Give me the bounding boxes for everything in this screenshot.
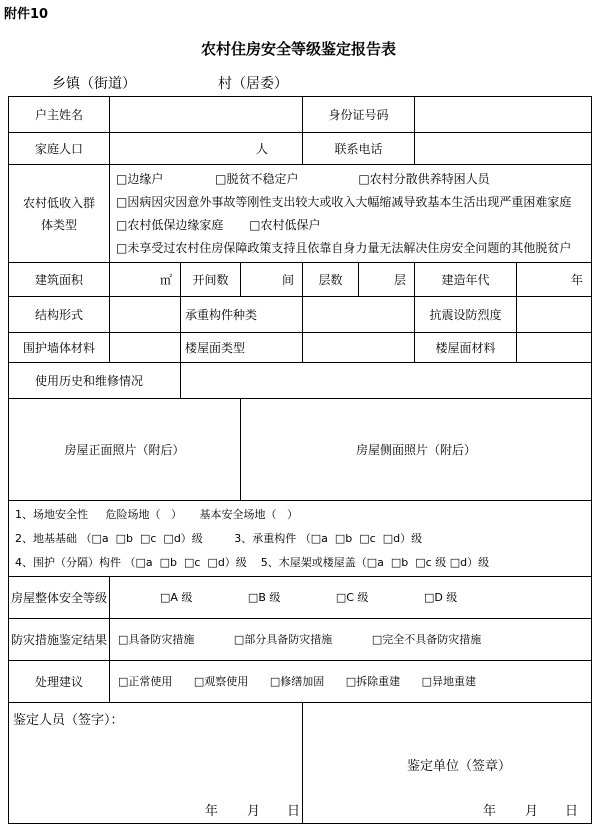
structure-label: 结构形式 [9, 297, 110, 333]
group-option-row [116, 214, 589, 237]
inspector-date-year: 年 [205, 804, 219, 819]
grade-a-checkbox[interactable]: □A 级 [160, 591, 193, 604]
option-low-income-household[interactable]: □农村低保户 [249, 217, 321, 232]
bays-field[interactable] [241, 263, 303, 297]
wall-material-field[interactable] [110, 333, 181, 363]
area-label: 建筑面积 [9, 263, 110, 297]
option-edge-household[interactable]: □边缘户 [116, 171, 164, 186]
option-other-poverty[interactable]: □未享受过农村住房保障政策支持且依靠自身力量无法解决住房安全问题的其他脱贫户 [116, 240, 572, 255]
group-option-row [116, 168, 589, 191]
family-unit: 人 [256, 142, 269, 156]
town-label: 乡镇（街道） [52, 76, 136, 92]
group-type-label: 农村低收入群体类型 [9, 165, 110, 263]
report-table [8, 96, 592, 824]
overall-grade-label: 房屋整体安全等级 [9, 577, 110, 619]
inspector-signature-cell[interactable] [9, 703, 303, 824]
option-hardship-family[interactable]: □因病因灾因意外事故等刚性支出较大或收入大幅缩减导致基本生活出现严重困难家庭 [116, 194, 572, 209]
option-unstable-poverty[interactable]: □脱贫不稳定户 [215, 171, 299, 186]
floor-material-label: 楼屋面材料 [415, 333, 517, 363]
floor-type-label: 楼屋面类型 [181, 333, 303, 363]
disaster-result-options [110, 619, 592, 661]
seismic-field[interactable] [517, 297, 592, 333]
repair-reinforce-checkbox[interactable]: □修缮加固 [269, 675, 325, 688]
year-unit: 年 [571, 273, 584, 287]
id-number-field[interactable] [415, 97, 592, 133]
enclosure-roof-line: 4、围护（分隔）构件 （□a □b □c □d）级 5、木屋架或楼屋盖（□a □b □c 级 □d）级 [15, 555, 490, 569]
inspector-date-day: 日 [287, 804, 301, 819]
observe-use-checkbox[interactable]: □观察使用 [193, 675, 249, 688]
not-prepared-checkbox[interactable]: □完全不具备防灾措施 [371, 633, 482, 646]
structure-field[interactable] [110, 297, 181, 333]
form-title: 农村住房安全等级鉴定报告表 [200, 40, 396, 58]
bays-unit: 间 [282, 273, 295, 287]
owner-name-label: 户主姓名 [9, 97, 110, 133]
bearing-field[interactable] [303, 297, 415, 333]
seismic-label: 抗震设防烈度 [415, 297, 517, 333]
site-safety-line: 1、场地安全性 危险场地（ ） 基本安全场地（ ） [15, 507, 298, 521]
assessment-items [9, 501, 592, 577]
inspector-label: 鉴定人员（签字）： [13, 713, 124, 728]
disaster-result-label: 防灾措施鉴定结果 [9, 619, 110, 661]
floors-label: 层数 [303, 263, 359, 297]
foundation-bearing-line: 2、地基基础 （□a □b □c □d）级 3、承重构件 （□a □b □c □d）级 [15, 531, 423, 545]
side-photo-cell: 房屋侧面照片（附后） [241, 399, 592, 501]
build-year-field[interactable] [517, 263, 592, 297]
unit-date-year: 年 [483, 804, 497, 819]
normal-use-checkbox[interactable]: □正常使用 [118, 675, 173, 688]
relocate-rebuild-checkbox[interactable]: □异地重建 [421, 675, 477, 688]
village-label: 村（居委） [218, 76, 288, 92]
unit-seal-label: 鉴定单位（签章） [407, 759, 512, 774]
grade-b-checkbox[interactable]: □B 级 [247, 591, 281, 604]
wall-material-label: 围护墙体材料 [9, 333, 110, 363]
build-year-label: 建造年代 [415, 263, 517, 297]
group-type-options [110, 165, 592, 263]
floor-material-field[interactable] [517, 333, 592, 363]
history-field[interactable] [181, 363, 592, 399]
floor-type-field[interactable] [303, 333, 415, 363]
phone-label: 联系电话 [303, 133, 415, 165]
group-option-row [116, 191, 589, 214]
option-low-income-edge[interactable]: □农村低保边缘家庭 [116, 217, 224, 232]
grade-c-checkbox[interactable]: □C 级 [335, 591, 369, 604]
grade-d-checkbox[interactable]: □D 级 [423, 591, 458, 604]
unit-date-month: 月 [525, 804, 539, 819]
history-label: 使用历史和维修情况 [9, 363, 181, 399]
floors-unit: 层 [394, 273, 407, 287]
family-size-field[interactable] [110, 133, 303, 165]
group-option-row [116, 237, 589, 260]
partially-prepared-checkbox[interactable]: □部分具备防灾措施 [233, 633, 333, 646]
option-scattered-support[interactable]: □农村分散供养特困人员 [358, 171, 490, 186]
area-field[interactable] [110, 263, 181, 297]
demolish-rebuild-checkbox[interactable]: □拆除重建 [345, 675, 401, 688]
phone-field[interactable] [415, 133, 592, 165]
bays-label: 开间数 [181, 263, 241, 297]
unit-seal-cell[interactable] [303, 703, 592, 824]
front-photo-cell: 房屋正面照片（附后） [9, 399, 241, 501]
bearing-label: 承重构件种类 [181, 297, 303, 333]
unit-date-day: 日 [565, 804, 579, 819]
floors-field[interactable] [359, 263, 415, 297]
attachment-number: 附件10 [4, 7, 49, 22]
advice-options [110, 661, 592, 703]
id-number-label: 身份证号码 [303, 97, 415, 133]
owner-name-field[interactable] [110, 97, 303, 133]
family-size-label: 家庭人口 [9, 133, 110, 165]
inspector-date-month: 月 [247, 804, 261, 819]
advice-label: 处理建议 [9, 661, 110, 703]
overall-grade-options [110, 577, 592, 619]
area-unit: ㎡ [159, 273, 172, 287]
fully-prepared-checkbox[interactable]: □具备防灾措施 [118, 633, 195, 646]
